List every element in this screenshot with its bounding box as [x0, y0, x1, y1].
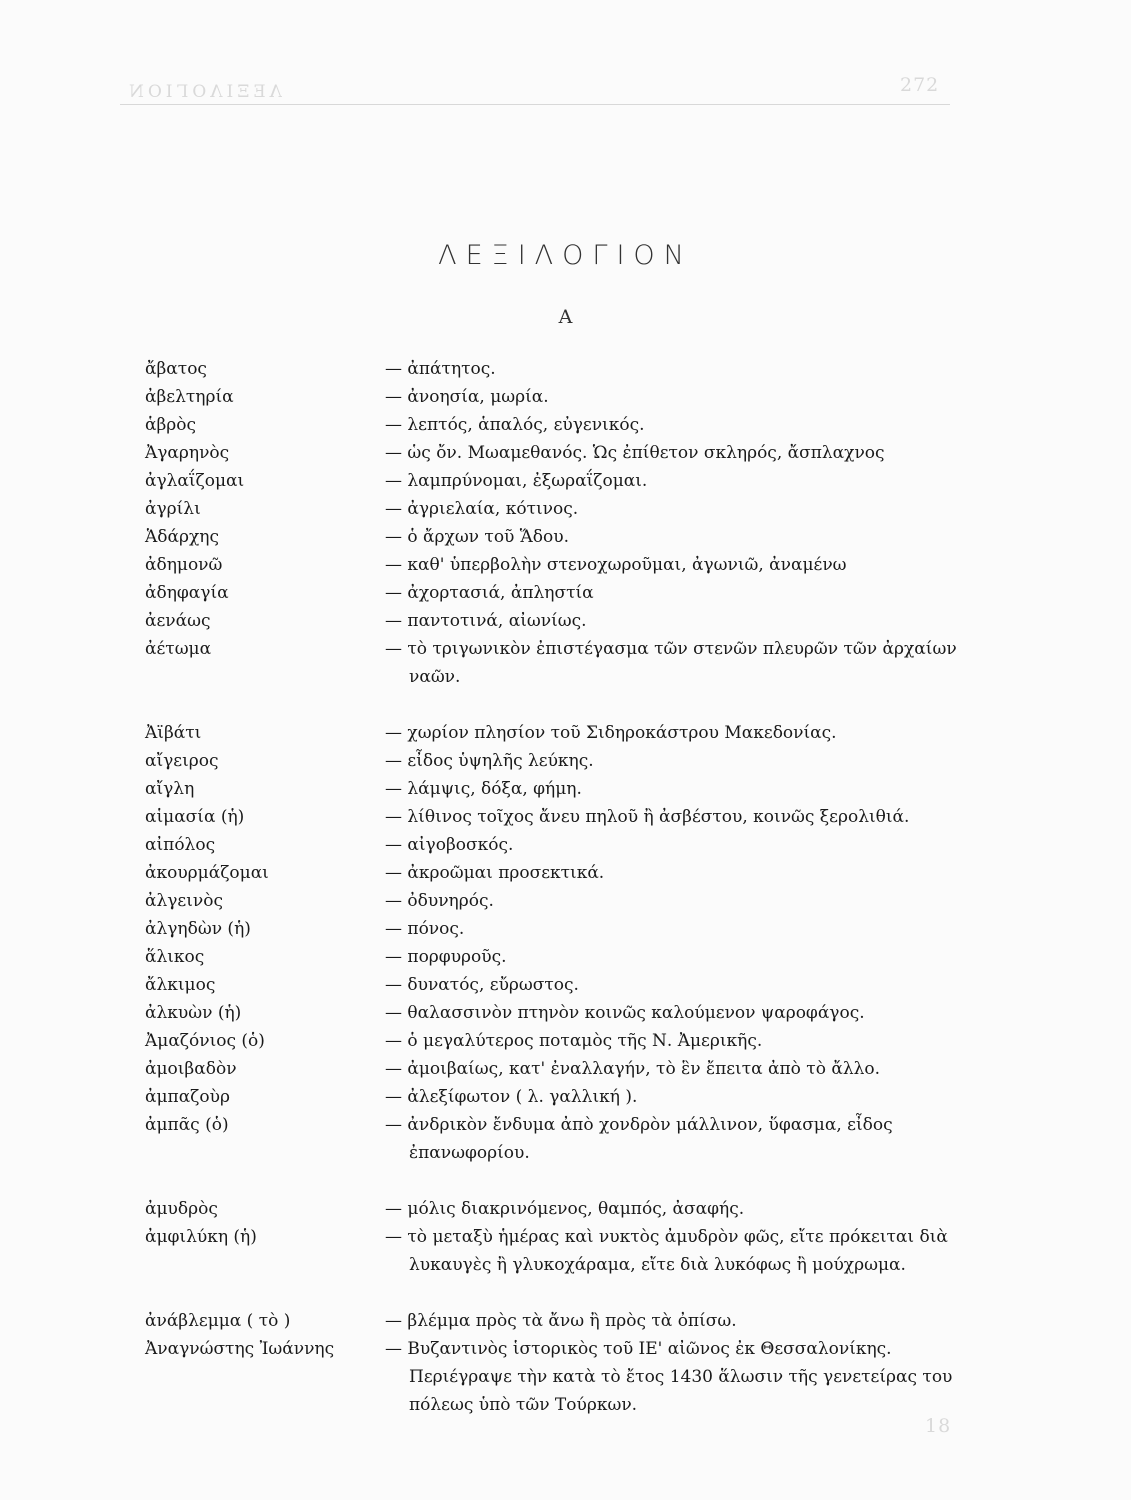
entry-definition: — παντοτινά, αἰωνίως.: [385, 611, 587, 631]
entry-term: ἀκουρμάζομαι: [145, 863, 269, 883]
glossary-entry: [145, 383, 985, 411]
glossary-entry: [145, 999, 985, 1027]
glossary-entry: [145, 467, 985, 495]
entry-term: Ἀναγνώστης Ἰωάννης: [145, 1339, 335, 1359]
bleed-through-footer-number: 18: [925, 1415, 952, 1437]
entry-term: αἱμασία (ἡ): [145, 807, 245, 827]
entry-definition: — εἶδος ὑψηλῆς λεύκης.: [385, 751, 594, 771]
entry-term: ἀενάως: [145, 611, 211, 631]
glossary-entry: [145, 971, 985, 999]
entry-term: ἀγλαΐζομαι: [145, 471, 245, 491]
entry-term: ἁβρὸς: [145, 415, 197, 435]
entry-definition: — πορφυροῦς.: [385, 947, 507, 967]
glossary-entries: [145, 355, 985, 1419]
entry-definition: — τὸ μεταξὺ ἡμέρας καὶ νυκτὸς ἀμυδρὸν φῶς, εἴτε πρόκειται διὰ λυκαυγὲς ἢ γλυκοχάραμα, εἴτε διὰ λυκόφως ἢ μούχρωμα.: [385, 1227, 948, 1275]
entry-term: ἀμοιβαδὸν: [145, 1059, 237, 1079]
entry-definition: — ἀπάτητος.: [385, 359, 496, 379]
entry-term: Ἀγαρηνὸς: [145, 443, 230, 463]
entry-term: ἄλκιμος: [145, 975, 216, 995]
entry-term: αἴγλη: [145, 779, 195, 799]
entry-spacer: [145, 1279, 985, 1307]
entry-definition: — Βυζαντινὸς ἱστορικὸς τοῦ ΙΕ' αἰῶνος ἐκ Θεσσαλονίκης. Περιέγραψε τὴν κατὰ τὸ ἔτος 1430 ἅλωσιν τῆς γενετείρας του πόλεως ὑπὸ τῶν Τούρκων.: [385, 1339, 953, 1415]
glossary-entry: [145, 579, 985, 607]
glossary-entry: [145, 1195, 985, 1223]
entry-definition: — βλέμμα πρὸς τὰ ἄνω ἢ πρὸς τὰ ὀπίσω.: [385, 1311, 737, 1331]
entry-definition: — ἀλεξίφωτον ( λ. γαλλική ).: [385, 1087, 638, 1107]
glossary-entry: [145, 1027, 985, 1055]
glossary-entry: [145, 439, 985, 467]
glossary-entry: [145, 635, 985, 691]
entry-term: ἀμπᾶς (ὁ): [145, 1115, 229, 1135]
entry-term: ἀλγηδὼν (ἡ): [145, 919, 251, 939]
entry-definition: — ὁ ἄρχων τοῦ Ἅδου.: [385, 527, 569, 547]
entry-term: ἀμφιλύκη (ἡ): [145, 1227, 257, 1247]
entry-definition: — ὡς ὄν. Μωαμεθανός. Ὡς ἐπίθετον σκληρός, ἄσπλαχνος: [385, 443, 885, 463]
glossary-entry: [145, 1083, 985, 1111]
entry-definition: — πόνος.: [385, 919, 465, 939]
glossary-entry: [145, 775, 985, 803]
glossary-entry: [145, 803, 985, 831]
bleed-through-page-number: 272: [900, 74, 940, 96]
glossary-entry: [145, 1111, 985, 1167]
entry-term: Ἀμαζόνιος (ὁ): [145, 1031, 265, 1051]
entry-definition: — λεπτός, ἁπαλός, εὐγενικός.: [385, 415, 645, 435]
entry-term: ἀνάβλεμμα ( τὸ ): [145, 1311, 291, 1331]
entry-term: ἀβελτηρία: [145, 387, 234, 407]
glossary-entry: [145, 747, 985, 775]
entry-term: ἀλκυὼν (ἡ): [145, 1003, 242, 1023]
entry-definition: — αἰγοβοσκός.: [385, 835, 514, 855]
entry-term: ἀγρίλι: [145, 499, 201, 519]
glossary-entry: [145, 943, 985, 971]
entry-definition: — ὁ μεγαλύτερος ποταμὸς τῆς Ν. Ἀμερικῆς.: [385, 1031, 763, 1051]
glossary-entry: [145, 1335, 985, 1419]
entry-term: ἀέτωμα: [145, 639, 212, 659]
section-letter: Α: [558, 306, 573, 328]
glossary-entry: [145, 411, 985, 439]
entry-definition: — ἀμοιβαίως, κατ' ἐναλλαγήν, τὸ ἓν ἔπειτα ἀπὸ τὸ ἄλλο.: [385, 1059, 881, 1079]
entry-definition: — μόλις διακρινόμενος, θαμπός, ἀσαφής.: [385, 1199, 745, 1219]
entry-term: ἅλικος: [145, 947, 205, 967]
entry-definition: — ἀχορτασιά, ἀπληστία: [385, 583, 594, 603]
glossary-entry: [145, 719, 985, 747]
glossary-entry: [145, 831, 985, 859]
entry-term: ἀμυδρὸς: [145, 1199, 218, 1219]
entry-spacer: [145, 691, 985, 719]
entry-definition: — τὸ τριγωνικὸν ἐπιστέγασμα τῶν στενῶν πλευρῶν τῶν ἀρχαίων ναῶν.: [385, 639, 957, 687]
entry-definition: — ἀνδρικὸν ἔνδυμα ἀπὸ χονδρὸν μάλλινον, ὕφασμα, εἶδος ἐπανωφορίου.: [385, 1115, 893, 1163]
entry-definition: — λαμπρύνομαι, ἐξωραΐζομαι.: [385, 471, 648, 491]
entry-term: Ἀϊβάτι: [145, 723, 202, 743]
glossary-entry: [145, 887, 985, 915]
glossary-entry: [145, 915, 985, 943]
glossary-entry: [145, 495, 985, 523]
glossary-entry: [145, 859, 985, 887]
bleed-through-header: ΛΕΞΙΛΟΓΙΟΝ: [125, 82, 282, 102]
entry-term: Ἁδάρχης: [145, 527, 219, 547]
entry-term: αἰπόλος: [145, 835, 216, 855]
bleed-through-rule: [120, 104, 950, 105]
entry-definition: — ἀγριελαία, κότινος.: [385, 499, 579, 519]
glossary-entry: [145, 607, 985, 635]
entry-term: ἀδημονῶ: [145, 555, 223, 575]
entry-definition: — δυνατός, εὔρωστος.: [385, 975, 579, 995]
entry-term: αἴγειρος: [145, 751, 219, 771]
entry-definition: — θαλασσινὸν πτηνὸν κοινῶς καλούμενον ψαροφάγος.: [385, 1003, 865, 1023]
entry-definition: — ἀκροῶμαι προσεκτικά.: [385, 863, 605, 883]
glossary-entry: [145, 1307, 985, 1335]
entry-term: ἀμπαζοὺρ: [145, 1087, 230, 1107]
entry-definition: — χωρίον πλησίον τοῦ Σιδηροκάστρου Μακεδονίας.: [385, 723, 837, 743]
glossary-entry: [145, 551, 985, 579]
entry-term: ἄβατος: [145, 359, 207, 379]
glossary-entry: [145, 523, 985, 551]
entry-definition: — ἀνοησία, μωρία.: [385, 387, 549, 407]
entry-definition: — λάμψις, δόξα, φήμη.: [385, 779, 582, 799]
entry-term: ἀλγεινὸς: [145, 891, 223, 911]
page-title: ΛΕΞΙΛΟΓΙΟΝ: [438, 240, 693, 271]
entry-term: ἀδηφαγία: [145, 583, 229, 603]
glossary-entry: [145, 1055, 985, 1083]
entry-definition: — καθ' ὑπερβολὴν στενοχωροῦμαι, ἀγωνιῶ, ἀναμένω: [385, 555, 847, 575]
entry-definition: — ὀδυνηρός.: [385, 891, 494, 911]
entry-spacer: [145, 1167, 985, 1195]
entry-definition: — λίθινος τοῖχος ἄνευ πηλοῦ ἢ ἀσβέστου, κοινῶς ξερολιθιά.: [385, 807, 910, 827]
glossary-entry: [145, 355, 985, 383]
glossary-entry: [145, 1223, 985, 1279]
